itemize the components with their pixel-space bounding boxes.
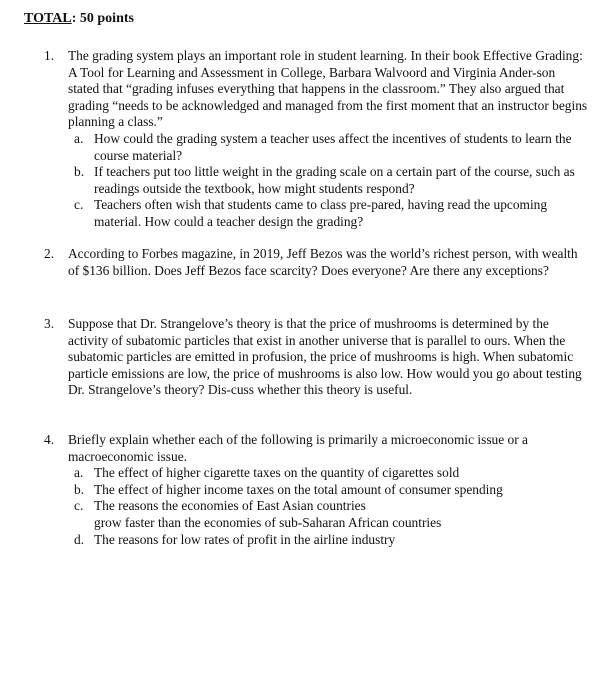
sub-question-letter: a. (74, 465, 84, 481)
total-label: TOTAL (24, 11, 72, 26)
question-text: Suppose that Dr. Strangelove’s theory is that the price of mushrooms is determined by the activity of subatomic particles that exist in another universe that is parallel to ours. When the subatomic particles are emitted in profusion, the price of mushrooms is high. When subatomic particle emissions are low, the price of mushrooms is also low. How would you go about testing Dr. Strangelove’s theory? Dis-cuss whether this theory is useful. (68, 316, 582, 398)
sub-question-letter: c. (74, 498, 84, 514)
sub-question-text: Teachers often wish that students came to class pre-pared, having read the upcoming material. How could a teacher design the grading? (94, 197, 548, 229)
sub-question-text-line-2: grow faster than the economies of sub-Saharan African countries (94, 514, 442, 530)
question-2 (44, 246, 589, 279)
question-text: The grading system plays an important role in student learning. In their book Effective Grading: A Tool for Learning and Assessment in College, Barbara Walvoord and Virginia Ander-son stated that “grading infuses everything that happens in the classroom.” They also argued that grading “needs to be acknowledged and managed from the first moment that an instructor begins planning a class.” (68, 48, 588, 130)
sub-question-b (74, 164, 589, 197)
sub-question-letter: a. (74, 130, 84, 146)
sub-question-letter: d. (74, 531, 85, 547)
sub-question-c (74, 197, 589, 230)
question-1 (44, 48, 589, 231)
sub-question-letter: b. (74, 481, 85, 497)
sub-question-a (74, 465, 589, 482)
sub-question-a (74, 130, 589, 164)
question-number: 4. (44, 432, 55, 447)
question-number: 1. (44, 48, 55, 63)
sub-question-text: The effect of higher cigarette taxes on the quantity of cigarettes sold (94, 465, 460, 481)
sub-question-d (74, 531, 589, 549)
question-text: Briefly explain whether each of the following is primarily a microeconomic issue or a macroeconomic issue. (68, 432, 528, 464)
sub-question-letter: b. (74, 164, 85, 180)
sub-question-c (74, 498, 589, 531)
question-number: 2. (44, 246, 55, 261)
sub-question-text: If teachers put too little weight in the grading scale on a certain part of the course, such as readings outside the textbook, how might students respond? (94, 164, 575, 196)
question-text: According to Forbes magazine, in 2019, Jeff Bezos was the world’s richest person, with wealth of $136 billion. Does Jeff Bezos face scarcity? Does everyone? Are there any exceptions? (68, 246, 578, 278)
sub-question-letter: c. (74, 197, 84, 213)
sub-question-text: The reasons for low rates of profit in the airline industry (94, 531, 396, 547)
question-4 (44, 432, 589, 548)
total-points-value: : 50 points (71, 11, 134, 26)
sub-question-b (74, 481, 589, 499)
sub-question-text-line-1: The reasons the economies of East Asian countries (94, 498, 366, 514)
question-number: 3. (44, 316, 55, 331)
sub-question-text: How could the grading system a teacher uses affect the incentives of students to learn the course material? (94, 130, 572, 163)
question-3 (44, 316, 589, 399)
total-points-heading (24, 11, 134, 28)
sub-question-text: The effect of higher income taxes on the total amount of consumer spending (94, 481, 503, 497)
